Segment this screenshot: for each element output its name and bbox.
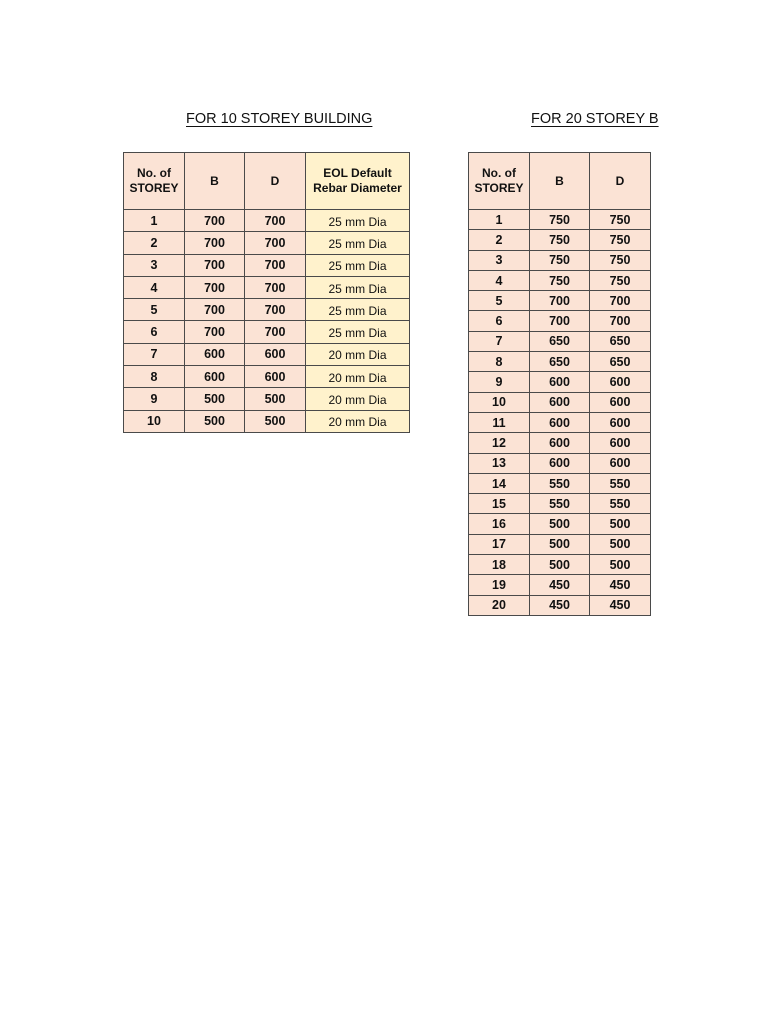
storey-cell: 19 [469, 575, 530, 595]
table-row [124, 210, 410, 232]
table-row [124, 343, 410, 365]
b-cell: 700 [185, 210, 245, 232]
storey-cell: 14 [469, 473, 530, 493]
d-cell: 500 [590, 555, 651, 575]
b-cell: 550 [530, 494, 590, 514]
d-cell: 500 [245, 388, 306, 410]
d-cell: 650 [590, 331, 651, 351]
storey-cell: 2 [124, 232, 185, 254]
storey-header-line-2: STOREY [129, 181, 179, 195]
table-row [124, 388, 410, 410]
b-cell: 600 [185, 343, 245, 365]
header-row [124, 153, 410, 210]
table-row [124, 232, 410, 254]
storey-cell: 5 [124, 299, 185, 321]
b-cell: 600 [530, 392, 590, 412]
rebar-diameter-cell: 25 mm Dia [306, 299, 410, 321]
d-cell: 600 [590, 433, 651, 453]
b-cell: 750 [530, 230, 590, 250]
header-row [469, 153, 651, 210]
table-row [469, 453, 651, 473]
d-cell: 700 [245, 321, 306, 343]
storey-cell: 17 [469, 534, 530, 554]
table-row [469, 494, 651, 514]
d-cell: 450 [590, 575, 651, 595]
rebar-diameter-cell: 20 mm Dia [306, 343, 410, 365]
b-cell: 500 [185, 388, 245, 410]
table-row [124, 321, 410, 343]
d-cell: 450 [590, 595, 651, 615]
rebar-diameter-cell: 25 mm Dia [306, 232, 410, 254]
table-row [469, 595, 651, 615]
table-row [469, 372, 651, 392]
d-cell: 700 [245, 254, 306, 276]
table-row [469, 534, 651, 554]
storey-cell: 9 [124, 388, 185, 410]
storey-cell: 8 [124, 366, 185, 388]
d-cell: 600 [590, 453, 651, 473]
storey-cell: 13 [469, 453, 530, 473]
d-cell: 500 [590, 514, 651, 534]
storey-cell: 4 [124, 276, 185, 298]
storey-cell: 10 [469, 392, 530, 412]
table-row [469, 392, 651, 412]
storey-cell: 5 [469, 291, 530, 311]
table-row [124, 254, 410, 276]
b-cell: 450 [530, 595, 590, 615]
table-row [469, 412, 651, 432]
table-row [469, 270, 651, 290]
storey-cell: 7 [469, 331, 530, 351]
d-column-header: D [590, 153, 651, 210]
storey-cell: 3 [124, 254, 185, 276]
b-cell: 500 [530, 514, 590, 534]
b-cell: 750 [530, 270, 590, 290]
d-cell: 750 [590, 250, 651, 270]
storey-cell: 1 [124, 210, 185, 232]
storey-column-header [124, 153, 185, 210]
rebar-diameter-cell: 25 mm Dia [306, 276, 410, 298]
storey-cell: 18 [469, 555, 530, 575]
d-cell: 500 [245, 410, 306, 432]
d-cell: 750 [590, 230, 651, 250]
storey-cell: 11 [469, 412, 530, 432]
b-column-header: B [530, 153, 590, 210]
d-cell: 700 [245, 299, 306, 321]
d-cell: 750 [590, 210, 651, 230]
d-column-header: D [245, 153, 306, 210]
b-cell: 600 [530, 433, 590, 453]
diameter-header-line-2: Rebar Diameter [313, 181, 402, 195]
d-cell: 600 [590, 412, 651, 432]
d-cell: 700 [590, 291, 651, 311]
b-cell: 600 [530, 412, 590, 432]
table-row [469, 230, 651, 250]
storey-column-header [469, 153, 530, 210]
storey-cell: 6 [124, 321, 185, 343]
rebar-diameter-cell: 20 mm Dia [306, 410, 410, 432]
storey-header-line-2: STOREY [474, 181, 524, 195]
table-row [469, 311, 651, 331]
storey-header-line-1: No. of [137, 166, 171, 180]
twenty-storey-table [468, 152, 651, 616]
table-row [124, 410, 410, 432]
b-cell: 500 [185, 410, 245, 432]
storey-cell: 7 [124, 343, 185, 365]
d-cell: 750 [590, 270, 651, 290]
d-cell: 700 [590, 311, 651, 331]
b-cell: 600 [185, 366, 245, 388]
storey-cell: 1 [469, 210, 530, 230]
b-column-header: B [185, 153, 245, 210]
table-row [469, 555, 651, 575]
d-cell: 650 [590, 352, 651, 372]
b-cell: 700 [185, 232, 245, 254]
b-cell: 600 [530, 372, 590, 392]
storey-cell: 10 [124, 410, 185, 432]
storey-cell: 3 [469, 250, 530, 270]
d-cell: 600 [590, 372, 651, 392]
storey-cell: 9 [469, 372, 530, 392]
d-cell: 500 [590, 534, 651, 554]
table-row [469, 514, 651, 534]
b-cell: 700 [185, 299, 245, 321]
table-row [124, 276, 410, 298]
b-cell: 450 [530, 575, 590, 595]
storey-cell: 8 [469, 352, 530, 372]
b-cell: 600 [530, 453, 590, 473]
b-cell: 500 [530, 534, 590, 554]
rebar-diameter-cell: 25 mm Dia [306, 210, 410, 232]
d-cell: 700 [245, 210, 306, 232]
storey-cell: 20 [469, 595, 530, 615]
storey-cell: 16 [469, 514, 530, 534]
table-row [124, 299, 410, 321]
d-cell: 550 [590, 494, 651, 514]
rebar-diameter-cell: 20 mm Dia [306, 366, 410, 388]
storey-cell: 2 [469, 230, 530, 250]
b-cell: 700 [185, 254, 245, 276]
table-row [469, 575, 651, 595]
d-cell: 700 [245, 276, 306, 298]
table-10-storey-title: FOR 10 STOREY BUILDING [186, 111, 373, 127]
storey-cell: 15 [469, 494, 530, 514]
table-row [469, 291, 651, 311]
storey-cell: 6 [469, 311, 530, 331]
d-cell: 700 [245, 232, 306, 254]
b-cell: 550 [530, 473, 590, 493]
table-row [469, 352, 651, 372]
table-row [469, 331, 651, 351]
d-cell: 600 [590, 392, 651, 412]
diameter-header-line-1: EOL Default [323, 166, 392, 180]
table-row [469, 433, 651, 453]
d-cell: 600 [245, 343, 306, 365]
storey-cell: 4 [469, 270, 530, 290]
table-20-storey-title: FOR 20 STOREY B [531, 111, 659, 127]
rebar-diameter-cell: 20 mm Dia [306, 388, 410, 410]
b-cell: 700 [530, 291, 590, 311]
ten-storey-table [123, 152, 410, 433]
table-row [469, 210, 651, 230]
b-cell: 700 [530, 311, 590, 331]
table-row [124, 366, 410, 388]
b-cell: 650 [530, 352, 590, 372]
table-row [469, 250, 651, 270]
d-cell: 600 [245, 366, 306, 388]
rebar-diameter-cell: 25 mm Dia [306, 254, 410, 276]
rebar-diameter-column-header [306, 153, 410, 210]
d-cell: 550 [590, 473, 651, 493]
storey-header-line-1: No. of [482, 166, 516, 180]
b-cell: 750 [530, 250, 590, 270]
b-cell: 650 [530, 331, 590, 351]
storey-cell: 12 [469, 433, 530, 453]
b-cell: 700 [185, 321, 245, 343]
rebar-diameter-cell: 25 mm Dia [306, 321, 410, 343]
b-cell: 750 [530, 210, 590, 230]
table-row [469, 473, 651, 493]
b-cell: 500 [530, 555, 590, 575]
b-cell: 700 [185, 276, 245, 298]
